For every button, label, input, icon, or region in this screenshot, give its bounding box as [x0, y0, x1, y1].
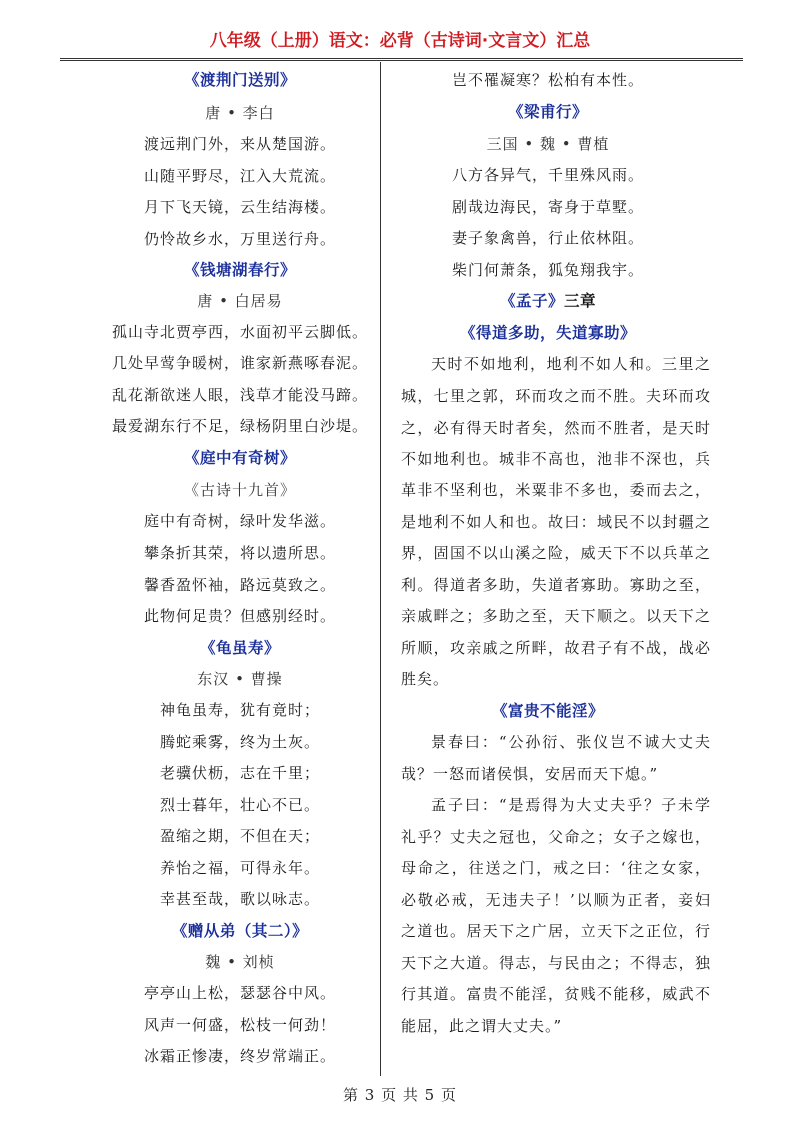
- prose-line: 是地利不如人和也。故曰：域民不以封疆之: [401, 513, 711, 531]
- poem-line: 剧哉边海民，寄身于草墅。: [451, 198, 644, 216]
- prose-line: 之，必有得天时者矣，然而不胜者，是天时: [401, 419, 711, 437]
- prose-line: 天时不如地利，地利不如人和。三里之: [431, 355, 711, 373]
- prose-line: 必敬必戒，无违夫子！’以顺为正者，妾妇: [401, 891, 711, 909]
- poem-author: 唐 • 白居易: [197, 292, 283, 310]
- prose-line: 景春曰：“公孙衍、张仪岂不诚大丈夫: [431, 733, 711, 751]
- poem-line: 幸甚至哉，歌以咏志。: [159, 890, 320, 908]
- poem-line: 庭中有奇树，绿叶发华滋。: [143, 512, 336, 530]
- prose-line: 城，七里之郭，环而攻之而不胜。夫环而攻: [401, 387, 711, 405]
- page-number: 第 3 页 共 5 页: [343, 1086, 457, 1104]
- poem-author: 魏 • 刘桢: [205, 953, 275, 971]
- poem-line: 月下飞天镜，云生结海楼。: [143, 198, 336, 216]
- prose-line: 胜矣。: [401, 670, 450, 688]
- poem-author: 三国 • 魏 • 曹植: [486, 135, 610, 153]
- column-divider: [380, 62, 381, 1076]
- book-title: 《孟子》: [499, 292, 564, 310]
- poem-line: 仍怜故乡水，万里送行舟。: [143, 230, 336, 248]
- prose-line: 革非不坚利也，米粟非不多也，委而去之，: [401, 481, 711, 499]
- poem-title: 《龟虽寿》: [199, 639, 280, 657]
- prose-line: 亲戚畔之；多助之至，天下顺之。以天下之: [401, 607, 711, 625]
- poem-line: 烈士暮年，壮心不已。: [159, 796, 320, 814]
- poem-line: 妻子象禽兽，行止依林阻。: [451, 229, 644, 247]
- poem-line: 神龟虽寿，犹有竟时；: [159, 701, 320, 719]
- poem-line: 亭亭山上松，瑟瑟谷中风。: [143, 984, 336, 1002]
- prose-line: 利。得道者多助，失道者寡助。寡助之至，: [401, 576, 711, 594]
- poem-line: 孤山寺北贾亭西，水面初平云脚低。: [111, 323, 368, 341]
- poem-line: 养怡之福，可得永年。: [159, 859, 320, 877]
- prose-line: 行其道。富贵不能淫，贫贱不能移，威武不: [401, 985, 711, 1003]
- poem-line: 柴门何萧条，狐兔翔我宇。: [451, 261, 644, 279]
- poem-title: 《赠从弟（其二）》: [171, 922, 309, 940]
- prose-line: 不如地利也。城非不高也，池非不深也，兵: [401, 450, 711, 468]
- poem-line: 几处早莺争暖树，谁家新燕啄春泥。: [111, 354, 368, 372]
- poem-line: 盈缩之期，不但在天；: [159, 827, 320, 845]
- poem-line: 冰霜正惨凄，终岁常端正。: [143, 1047, 336, 1065]
- poem-author: 东汉 • 曹操: [197, 670, 283, 688]
- poem-title: 《钱塘湖春行》: [183, 261, 296, 279]
- page-header-title: 八年级（上册）语文：必背（古诗词·文言文）汇总: [209, 31, 591, 51]
- prose-title: 《得道多助，失道寡助》: [459, 324, 636, 342]
- poem-line: 乱花渐欲迷人眼，浅草才能没马蹄。: [111, 386, 368, 404]
- prose-line: 礼乎？丈夫之冠也，父命之；女子之嫁也，: [401, 828, 711, 846]
- poem-line: 腾蛇乘雾，终为土灰。: [159, 733, 320, 751]
- prose-line: 天下之大道。得志，与民由之；不得志，独: [401, 954, 711, 972]
- poem-line: 渡远荆门外，来从楚国游。: [143, 135, 336, 153]
- prose-line: 界，固国不以山溪之险，威天下不以兵革之: [401, 544, 711, 562]
- poem-title: 《渡荆门送别》: [183, 71, 296, 89]
- section-title-mencius: [385, 291, 711, 311]
- poem-line: 攀条折其荣，将以遗所思。: [143, 544, 336, 562]
- poem-title: 《庭中有奇树》: [183, 449, 296, 467]
- poem-author: 唐 • 李白: [205, 104, 275, 122]
- prose-line: 能屈，此之谓大丈夫。”: [401, 1017, 563, 1035]
- poem-line: 八方各异气，千里殊风雨。: [451, 166, 644, 184]
- poem-line: 此物何足贵？但感别经时。: [143, 607, 336, 625]
- poem-line: 岂不罹凝寒？松柏有本性。: [451, 71, 644, 89]
- prose-title: 《富贵不能淫》: [491, 702, 604, 720]
- prose-line: 母命之，往送之门，戒之曰：‘往之女家，: [401, 859, 711, 877]
- prose-line: 孟子曰：“是焉得为大丈夫乎？子未学: [431, 796, 711, 814]
- header-divider: [60, 58, 743, 61]
- prose-line: 哉？一怒而诸侯惧，安居而天下熄。”: [401, 765, 659, 783]
- poem-line: 最爱湖东行不足，绿杨阴里白沙堤。: [111, 417, 368, 435]
- chapter-count: 三章: [564, 292, 597, 310]
- poem-line: 馨香盈怀袖，路远莫致之。: [143, 576, 336, 594]
- poem-title: 《梁甫行》: [507, 103, 588, 121]
- poem-author: 《古诗十九首》: [183, 481, 296, 499]
- poem-line: 风声一何盛，松枝一何劲！: [143, 1016, 336, 1034]
- poem-line: 老骥伏枥，志在千里；: [159, 764, 320, 782]
- prose-line: 所顺，攻亲戚之所畔，故君子有不战，战必: [401, 639, 711, 657]
- prose-line: 之道也。居天下之广居，立天下之正位，行: [401, 922, 711, 940]
- poem-line: 山随平野尽，江入大荒流。: [143, 167, 336, 185]
